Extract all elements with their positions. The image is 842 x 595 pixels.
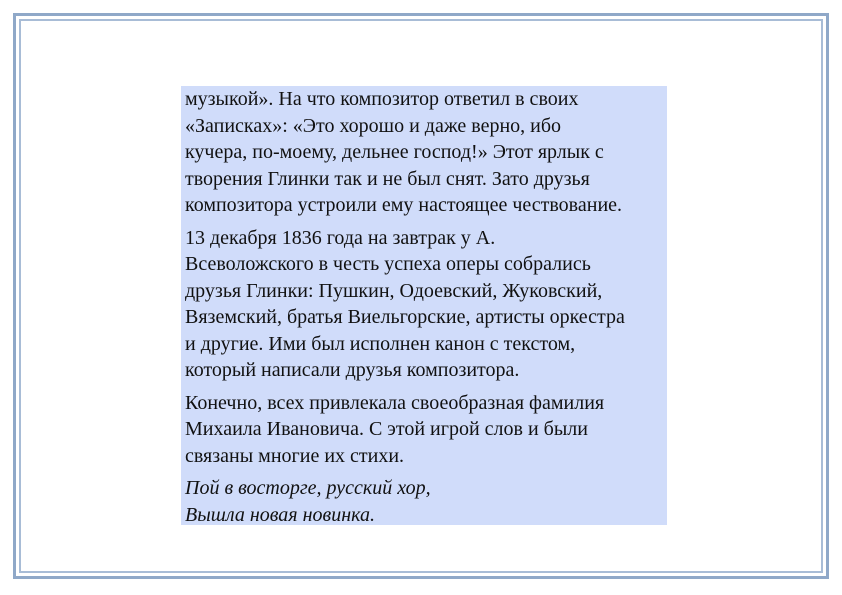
paragraph-3: Конечно, всех привлекала своеобразная фамилия Михаила Ивановича. С этой игрой слов и были связаны многие их стихи.: [185, 391, 605, 467]
paragraph-1: музыкой». На что композитор ответил в своих «Записках»: «Это хорошо и даже верно, ибо кучера, по-моему, дельнее господ!» Этот ярлык с творения Глинки так и не был снят. Зато друзья композитора устроили ему настоящее чествование.: [185, 88, 623, 216]
text-body: [185, 86, 667, 528]
paragraph-2: 13 декабря 1836 года на завтрак у А. Всеволожского в честь успеха оперы собрались друзья Глинки: Пушкин, Одоевский, Жуковский, Вяземский, братья Виельгорские, артисты оркестра и другие. Ими был исполнен канон с текстом, который написали друзья композитора.: [185, 226, 625, 381]
verse-line-2: Вышла новая новинка.: [185, 503, 375, 526]
verse-block: [185, 475, 667, 528]
verse-line-1: Пой в восторге, русский хор,: [185, 477, 431, 499]
